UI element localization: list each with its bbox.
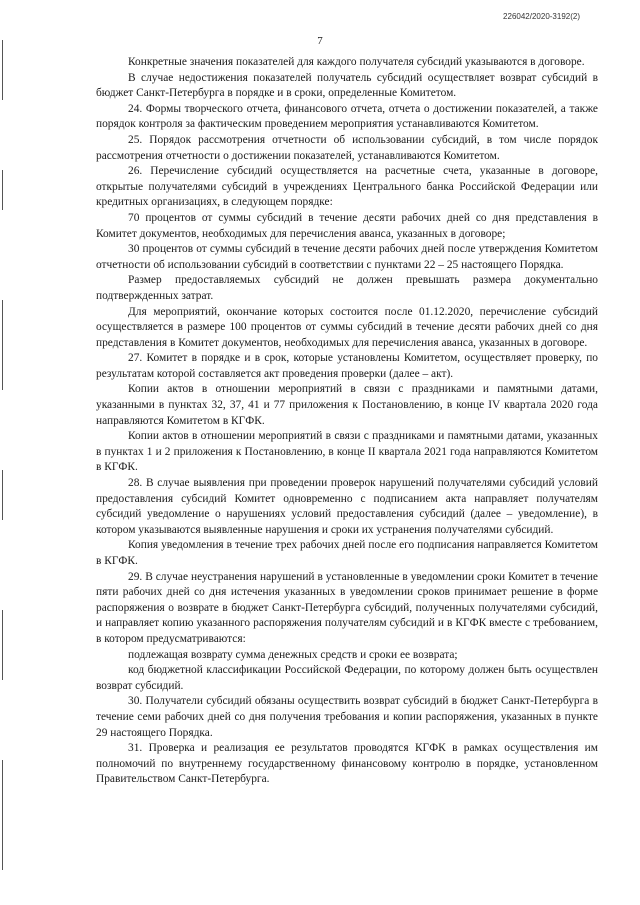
paragraph: 26. Перечисление субсидий осуществляется на расчетные счета, указанные в договоре, открытые получателями субсидий в учреждениях Центрального банка Российской Федерации или кредитных организациях, в следующем порядке: (96, 165, 598, 209)
document-body (96, 55, 598, 788)
paragraph: Конкретные значения показателей для каждого получателя субсидий указываются в договоре. (128, 56, 585, 68)
paragraph: 30 процентов от суммы субсидий в течение десяти рабочих дней после утверждения Комитетом отчетности об использовании субсидий в соответствии с пунктами 22 – 25 настоящего Порядка. (96, 243, 598, 271)
paragraph: Размер предоставляемых субсидий не должен превышать размера документально подтвержденных затрат. (96, 274, 598, 302)
paragraph: В случае недостижения показателей получатель субсидий осуществляет возврат субсидий в бюджет Санкт-Петербурга в порядке и в сроки, определенные Комитетом. (96, 71, 598, 100)
paragraph: 25. Порядок рассмотрения отчетности об использовании субсидий, в том числе порядок рассмотрения отчетности о достижении показателей, устанавливаются Комитетом. (96, 133, 598, 162)
paragraph: Копии актов в отношении мероприятий в связи с праздниками и памятными датами, указанных в пунктах 1 и 2 приложения к Постановлению, в конце II квартала 2021 года направляются Комитетом в КГФК. (96, 430, 598, 474)
paragraph: 29. В случае неустранения нарушений в установленные в уведомлении сроки Комитет в течение пяти рабочих дней со дня истечения указанных в уведомлении сроков принимает решение в форме распоряжения о возврате в бюджет Санкт-Петербурга субсидий, полученных получателями субсидий, и направляет копию указанного распоряжения получателям субсидий и в КГФК вместе с требованием, в котором предусматриваются: (96, 570, 598, 645)
paragraph: 28. В случае выявления при проведении проверок нарушений получателями субсидий условий предоставления субсидий Комитет одновременно с подписанием акта направляет получателям субсидий уведомление о нарушениях условий предоставления субсидий (далее – уведомление), в котором указываются выявленные нарушения и сроки их устранения получателями субсидий. (96, 477, 598, 536)
paragraph: 31. Проверка и реализация ее результатов проводятся КГФК в рамках осуществления им полномочий по внутреннему государственному финансовому контролю в порядке, установленном Правительством Санкт-Петербурга. (96, 742, 598, 786)
scan-edge-marks (0, 0, 6, 905)
document-registration-number: 226042/2020-3192(2) (503, 12, 580, 21)
paragraph: код бюджетной классификации Российской Федерации, по которому должен быть осуществлен возврат субсидий. (96, 664, 598, 692)
paragraph: 70 процентов от суммы субсидий в течение десяти рабочих дней со дня представления в Комитет документов, необходимых для перечисления аванса, указанных в договоре; (96, 211, 598, 240)
paragraph: 24. Формы творческого отчета, финансового отчета, отчета о достижении показателей, а также порядок контроля за фактическим проведением мероприятия устанавливаются Комитетом. (96, 102, 598, 131)
paragraph: Для мероприятий, окончание которых состоится после 01.12.2020, перечисление субсидий осуществляется в размере 100 процентов от суммы субсидий в течение десяти рабочих дней со дня представления в Комитет документов, необходимых для перечисления аванса, указанных в договоре. (96, 305, 598, 349)
paragraph: 30. Получатели субсидий обязаны осуществить возврат субсидий в бюджет Санкт-Петербурга в течение семи рабочих дней со дня получения требования и копии распоряжения, указанных в пункте 29 настоящего Порядка. (96, 695, 598, 739)
page-number: 7 (317, 35, 323, 47)
paragraph: Копии актов в отношении мероприятий в связи с праздниками и памятными датами, указанными в пунктах 32, 37, 41 и 77 приложения к Постановлению, в конце IV квартала 2020 года направляются Комитетом в КГФК. (96, 383, 598, 427)
paragraph: Копия уведомления в течение трех рабочих дней после его подписания направляется Комитетом в КГФК. (96, 539, 598, 567)
paragraph: подлежащая возврату сумма денежных средств и сроки ее возврата; (128, 648, 458, 661)
paragraph: 27. Комитет в порядке и в срок, которые установлены Комитетом, осуществляет проверку, по результатам которой составляется акт проведения проверки (далее – акт). (96, 352, 598, 380)
